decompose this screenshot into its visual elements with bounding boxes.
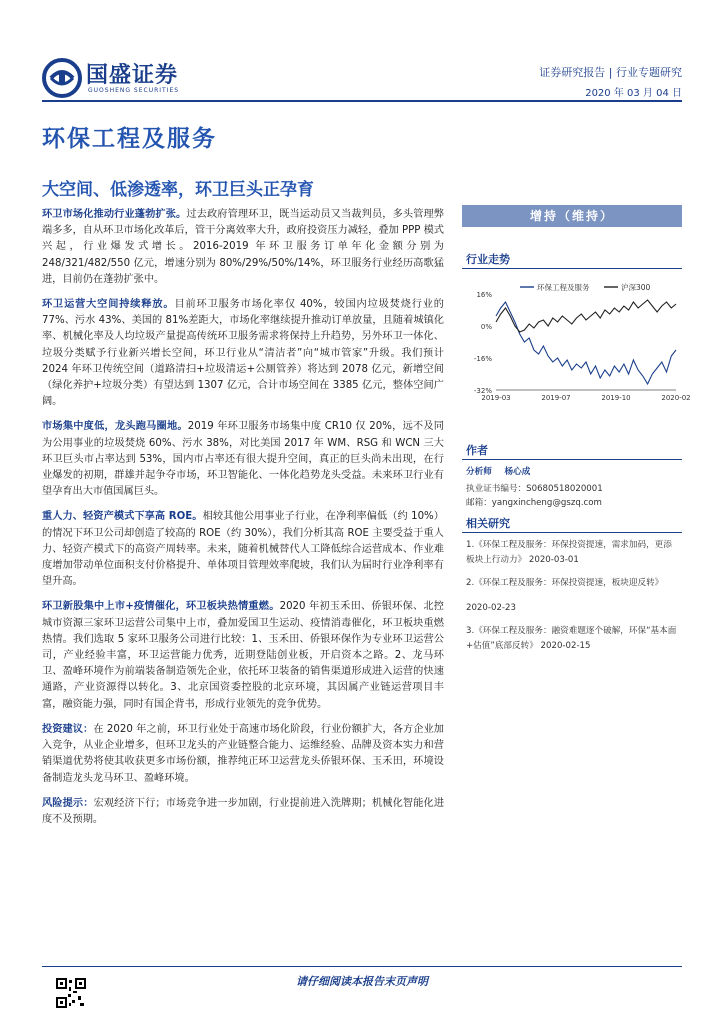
related-section-divider <box>462 532 682 533</box>
series-line <box>496 300 676 332</box>
body-paragraph <box>42 796 444 828</box>
body-paragraph <box>42 419 444 500</box>
body-paragraph <box>42 599 444 712</box>
related-item-date: 2020-02-15 <box>540 641 591 651</box>
trend-section-title: 行业走势 <box>466 253 510 266</box>
related-item-title: 1.《环保工程及服务：环保投资提速，需求加码，更添板块上行动力》 <box>466 540 672 565</box>
chart-axes <box>474 291 691 402</box>
related-item[interactable] <box>466 576 680 616</box>
trend-section-divider <box>462 268 682 269</box>
paragraph-lead: 环卫市场化推动行业蓬勃扩张。 <box>42 209 187 220</box>
body-paragraph <box>42 509 444 590</box>
body-paragraph <box>42 722 444 787</box>
footer-disclaimer: 请仔细阅读本报告末页声明 <box>296 975 428 988</box>
paragraph-text: 目前环卫服务市场化率仅 40%，较国内垃圾焚烧行业的 77%、污水 43%、美国的 81%差距大，市场化率继续提升推动订单放量，且随着城镇化率、机械化率及人均垃圾产量提高传统环卫服务需求将保持上升趋势，另外环卫一体化、垃圾分类赋予行业新兴增长空间，环卫行业从“清洁者”向“城市管家”升级。我们预计 2024 年环卫传统空间（道路清扫+垃圾清运+公厕管养）将达到 2078 亿元，新增空间（绿化养护+垃圾分类）有望达到 1307 亿元，合计市场空间在 3385 亿元，整体空间广阔。 <box>42 299 444 408</box>
paragraph-text: 在 2020 年之前，环卫行业处于高速市场化阶段，行业份额扩大，各方企业加入竞争，从业企业增多，但环卫龙头的产业链整合能力、运维经验、品牌及资本实力和营销渠道优势将使其收获更多市场份额，推荐纯正环卫运营龙头侨银环保、玉禾田，环境设备制造龙头龙马环卫、盈峰环境。 <box>42 723 444 784</box>
footer-divider <box>42 966 682 967</box>
paragraph-lead: 环卫新股集中上市+疫情催化，环卫板块热情重燃。 <box>42 601 280 613</box>
x-tick-label: 2019-10 <box>601 394 631 402</box>
author-section-title: 作者 <box>466 444 488 457</box>
email-link[interactable]: yangxincheng@gszq.com <box>491 498 602 508</box>
report-headline: 大空间、低渗透率，环卫巨头正孕育 <box>42 180 314 200</box>
paragraph-lead: 风险提示： <box>42 797 94 809</box>
related-item-title: 2.《环保工程及服务：环保投资提速，板块迎反转》 <box>466 578 664 588</box>
related-item-date: 2020-02-23 <box>466 603 516 613</box>
industry-trend-chart <box>462 278 691 410</box>
paragraph-text: 2019 年环卫服务市场集中度 CR10 仅 20%，远不及同为公用事业的垃圾焚烧 60%、污水 38%，对比美国 2017 年 WM、RSG 和 WCN 三大环卫巨头市占率达到 53%，国内市占率还有很大提升空间，真正的巨头尚未出现，在行业爆发的初期，群雄并起争夺市场，环卫智能化、一体化趋势龙头受益。未来环卫行业有望孕育出大市值国属巨头。 <box>42 421 444 498</box>
related-section-title: 相关研究 <box>466 517 510 530</box>
analyst-label: 分析师 <box>466 467 492 477</box>
legend-label: 沪深300 <box>621 283 651 292</box>
paragraph-lead: 投资建议： <box>42 723 94 735</box>
author-section-divider <box>462 459 682 460</box>
guosheng-logo-icon <box>42 58 82 98</box>
brand-name: 国盛证券 <box>86 63 179 88</box>
x-tick-label: 2019-03 <box>481 394 511 402</box>
paragraph-text: 过去政府管理环卫，既当运动员又当裁判员，多头管理弊端多多，自从环卫市场化改革后，管干分离效率大升，政府投资压力减轻，叠加 PPP 模式兴起，行业爆发式增长。2016-2019 年环卫服务订单年化金额分别为 248/321/482/550 亿元，增速分别为 80%/29%/50%/14%，环卫服务行业经历高歌猛进，目前仍在蓬勃扩张中。 <box>42 209 445 285</box>
related-item[interactable] <box>466 624 680 654</box>
report-body <box>42 207 444 837</box>
license-label: 执业证书编号： <box>466 484 527 494</box>
license-number: S0680518020001 <box>526 484 603 494</box>
paragraph-text: 宏观经济下行；市场竞争进一步加剧，行业提前进入洗牌期；机械化智能化进度不及预期。 <box>42 797 445 825</box>
rating-badge: 增持（维持） <box>462 205 682 227</box>
report-type: 证券研究报告 | 行业专题研究 <box>539 66 682 79</box>
related-item-title: 3.《环保工程及服务：融资难题逐个破解，环保“基本面+估值”底部反转》 <box>466 626 677 651</box>
industry-title: 环保工程及服务 <box>42 126 217 152</box>
body-paragraph <box>42 297 444 410</box>
related-research-list <box>466 538 680 654</box>
report-date: 2020 年 03 月 04 日 <box>585 88 682 99</box>
brand-name-english: GUOSHENG SECURITIES <box>88 87 180 94</box>
email-row <box>466 496 602 508</box>
paragraph-text: 相较其他公用事业子行业，在净利率偏低（约 10%）的情况下环卫公司却创造了较高的 ROE（约 30%），我们分析其高 ROE 主要受益于重人力、轻资产模式下的高资产周转率。未来，随着机械替代人工降低综合运营成本、作业难度增加带动单位面积支付价格提升、单体项目管理效率爬坡，我们认为届时行业净利率有望升高。 <box>42 511 444 588</box>
x-tick-label: 2019-07 <box>541 394 571 402</box>
paragraph-lead: 重人力、轻资产模式下享高 ROE。 <box>42 511 203 523</box>
paragraph-lead: 市场集中度低，龙头跑马圈地。 <box>42 421 188 433</box>
x-tick-label: 2020-02 <box>661 394 691 402</box>
y-tick-label: -32% <box>473 387 492 395</box>
license-row <box>466 482 603 494</box>
email-label: 邮箱： <box>466 498 492 508</box>
paragraph-lead: 环卫运营大空间持续释放。 <box>42 299 175 311</box>
series-line <box>496 302 676 384</box>
body-paragraph <box>42 207 444 288</box>
analyst-name: 杨心成 <box>504 467 531 477</box>
header-divider <box>42 100 682 102</box>
legend-label: 环保工程及服务 <box>537 283 590 292</box>
chart-legend <box>520 282 651 292</box>
paragraph-text: 2020 年初玉禾田、侨银环保、北控城市资源三家环卫运营公司集中上市，叠加爱国卫生运动、疫情消毒催化，环卫板块重燃热情。我们选取 5 家环卫服务公司进行比较：1、玉禾田、侨银环保作为专业环卫运营公司，产业经验丰富，环卫运营能力优秀，近期登陆创业板，开启资本之路。2、龙马环卫、盈峰环境作为前端装备制造领先企业，依托环卫装备的销售渠道形成进入运营的快速通路，产业资源得以转化。3、北京国资委控股的北京环境，其因属产业链运营项目丰富，融资能力强，同时有国企背书，形成行业领先的竞争优势。 <box>42 601 444 710</box>
related-item-date: 2020-03-01 <box>528 555 579 565</box>
y-tick-label: -16% <box>473 355 492 363</box>
related-item[interactable] <box>466 538 680 568</box>
y-tick-label: 16% <box>476 291 492 299</box>
analyst-row <box>466 465 530 477</box>
y-tick-label: 0% <box>480 323 492 331</box>
chart-lines <box>496 300 676 384</box>
